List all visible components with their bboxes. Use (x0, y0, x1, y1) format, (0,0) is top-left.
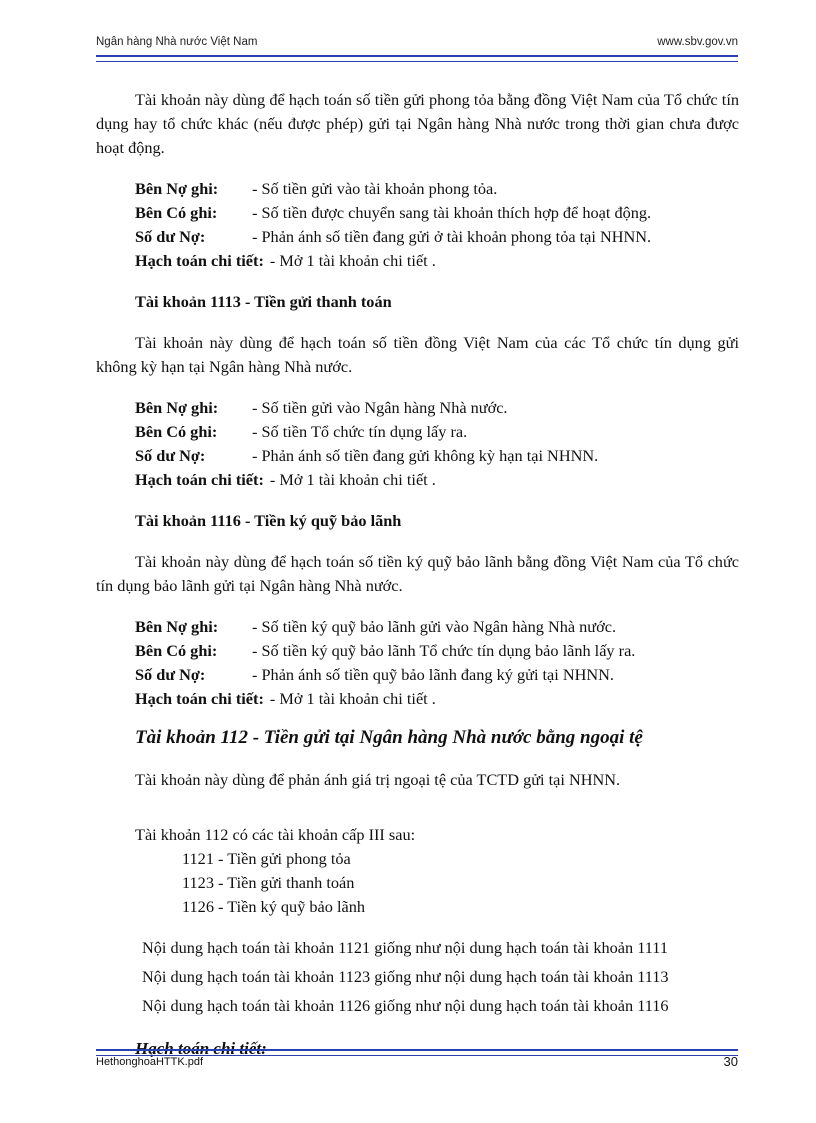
entry-label: Bên Nợ ghi: (135, 398, 219, 417)
entry-detail (96, 249, 739, 273)
level3-item: 1126 - Tiền ký quỹ bảo lãnh (182, 897, 366, 916)
section2-title: Tài khoản 1113 - Tiền gửi thanh toán (135, 292, 392, 311)
entry-value: - Số tiền gửi vào Ngân hàng Nhà nước. (252, 398, 508, 417)
section3-title: Tài khoản 1116 - Tiền ký quỹ bảo lãnh (135, 511, 402, 530)
section2-intro: Tài khoản này dùng để hạch toán số tiền đồng Việt Nam của các Tổ chức tín dụng gửi không kỳ hạn tại Ngân hàng Nhà nước. (96, 333, 739, 376)
entry-balance (96, 663, 739, 687)
entry-value: - Số tiền ký quỹ bảo lãnh gửi vào Ngân hàng Nhà nước. (252, 617, 617, 636)
entry-debit (96, 177, 739, 201)
entry-label: Hạch toán chi tiết: (135, 689, 264, 708)
entry-value: - Mở 1 tài khoản chi tiết . (269, 689, 436, 708)
entry-value: - Mở 1 tài khoản chi tiết . (269, 470, 436, 489)
entry-label: Hạch toán chi tiết: (135, 470, 264, 489)
level3-item: 1123 - Tiền gửi thanh toán (182, 873, 355, 892)
entry-label: Bên Có ghi: (135, 422, 218, 441)
entry-label: Bên Nợ ghi: (135, 617, 219, 636)
section3-intro: Tài khoản này dùng để hạch toán số tiền ký quỹ bảo lãnh bằng đồng Việt Nam của Tổ chức tín dụng bảo lãnh gửi tại Ngân hàng Nhà nước. (96, 552, 739, 595)
entry-detail (96, 687, 739, 711)
section1-intro: Tài khoản này dùng để hạch toán số tiền gửi phong tỏa bằng đồng Việt Nam của Tổ chức tín dụng hay tổ chức khác (nếu được phép) gửi tại Ngân hàng Nhà nước trong thời gian chưa được hoạt động. (96, 90, 739, 157)
entry-credit (96, 201, 739, 225)
header-rule (96, 55, 738, 62)
page-header (96, 36, 738, 56)
entry-debit (96, 396, 739, 420)
entry-value: - Số tiền Tổ chức tín dụng lấy ra. (252, 422, 468, 441)
entry-value: - Phản ánh số tiền quỹ bảo lãnh đang ký gửi tại NHNN. (252, 665, 614, 684)
entry-balance (96, 444, 739, 468)
entry-label: Số dư Nợ: (135, 446, 206, 465)
entry-value: - Số tiền gửi vào tài khoản phong tỏa. (252, 179, 498, 198)
same-as-line: Nội dung hạch toán tài khoản 1123 giống như nội dung hạch toán tài khoản 1113 (142, 967, 669, 986)
same-as-line: Nội dung hạch toán tài khoản 1126 giống như nội dung hạch toán tài khoản 1116 (142, 996, 669, 1015)
document-body (96, 88, 739, 1061)
page-number: 30 (723, 1054, 738, 1069)
level3-intro: Tài khoản 112 có các tài khoản cấp III sau: (135, 825, 416, 844)
entry-label: Bên Có ghi: (135, 641, 218, 660)
entry-value: - Mở 1 tài khoản chi tiết . (269, 251, 436, 270)
entry-detail (96, 468, 739, 492)
footer-rule (96, 1049, 738, 1056)
entry-label: Số dư Nợ: (135, 665, 206, 684)
section4-title: Tài khoản 112 - Tiền gửi tại Ngân hàng Nhà nước bằng ngoại tệ (135, 727, 643, 748)
section4-intro: Tài khoản này dùng để phản ánh giá trị ngoại tệ của TCTD gửi tại NHNN. (135, 770, 621, 789)
entry-label: Bên Có ghi: (135, 203, 218, 222)
header-website[interactable]: www.sbv.gov.vn (657, 36, 738, 48)
entry-debit (96, 615, 739, 639)
entry-value: - Phản ánh số tiền đang gửi không kỳ hạn tại NHNN. (252, 446, 599, 465)
entry-label: Hạch toán chi tiết: (135, 251, 264, 270)
entry-label: Bên Nợ ghi: (135, 179, 219, 198)
same-as-line: Nội dung hạch toán tài khoản 1121 giống như nội dung hạch toán tài khoản 1111 (142, 938, 668, 957)
level3-item: 1121 - Tiền gửi phong tỏa (182, 849, 351, 868)
entry-value: - Số tiền ký quỹ bảo lãnh Tổ chức tín dụng bảo lãnh lấy ra. (252, 641, 636, 660)
entry-balance (96, 225, 739, 249)
entry-label: Số dư Nợ: (135, 227, 206, 246)
entry-credit (96, 420, 739, 444)
footer-filename: HethonghoaHTTK.pdf (96, 1056, 204, 1068)
header-org-name: Ngân hàng Nhà nước Việt Nam (96, 36, 258, 48)
detail-heading: Hạch toán chi tiết: (135, 1039, 267, 1058)
entry-value: - Phản ánh số tiền đang gửi ở tài khoản phong tỏa tại NHNN. (252, 227, 652, 246)
entry-credit (96, 639, 739, 663)
entry-value: - Số tiền được chuyển sang tài khoản thích hợp để hoạt động. (252, 203, 652, 222)
